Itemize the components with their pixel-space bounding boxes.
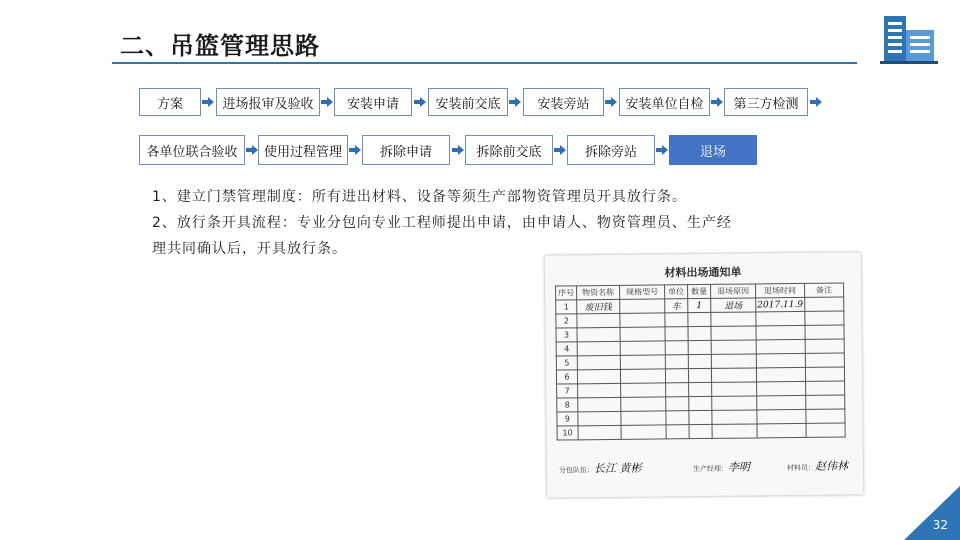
form-header: 规格型号 <box>620 285 665 299</box>
form-table <box>555 283 845 441</box>
arrow-right-icon <box>414 97 426 107</box>
form-cell-no: 3 <box>556 328 577 342</box>
form-cell-no: 6 <box>556 370 577 384</box>
form-cell-name: 废旧钱 <box>577 299 620 313</box>
page-title: 二、吊篮管理思路 <box>120 31 320 60</box>
title-underline <box>112 62 857 64</box>
flow-step: 安装申请 <box>334 88 412 116</box>
flow-step: 拆除申请 <box>362 135 450 165</box>
page-number: 32 <box>932 518 948 532</box>
form-cell-no: 5 <box>556 356 577 370</box>
flow-step: 安装前交底 <box>428 88 508 116</box>
form-cell-no: 9 <box>557 412 578 426</box>
arrow-right-icon <box>509 97 521 107</box>
flow-step: 第三方检测 <box>724 88 808 116</box>
building-icon <box>880 12 938 64</box>
flow-step: 使用过程管理 <box>258 135 348 165</box>
form-header: 退场原因 <box>711 284 756 298</box>
flow-step: 拆除旁站 <box>567 135 655 165</box>
flow-step: 进场报审及验收 <box>216 88 320 116</box>
flow-step: 安装单位自检 <box>619 88 710 116</box>
arrow-right-icon <box>349 145 361 155</box>
form-header: 数量 <box>688 284 711 298</box>
form-cell-no: 8 <box>557 398 578 412</box>
form-header: 物资名称 <box>577 285 620 299</box>
signature-production-manager <box>693 459 750 476</box>
material-exit-notice-photo <box>545 252 864 497</box>
signature-label: 材料员： <box>786 463 816 473</box>
form-cell-no: 2 <box>556 314 577 328</box>
flow-step: 方案 <box>139 88 201 116</box>
form-row <box>557 423 845 440</box>
flow-step-active: 退场 <box>669 135 757 165</box>
form-cell-time: 2017.11.9 <box>756 297 805 312</box>
signature-value: 李明 <box>727 460 751 474</box>
flow-step: 拆除前交底 <box>465 135 553 165</box>
form-cell-reason: 退场 <box>711 298 756 312</box>
arrow-right-icon <box>202 97 214 107</box>
body-line-3: 理共同确认后，开具放行条。 <box>152 241 347 257</box>
form-cell-qty: 1 <box>688 298 711 312</box>
form-header: 单位 <box>665 285 688 299</box>
form-header: 备注 <box>804 283 843 297</box>
arrow-right-icon <box>246 145 258 155</box>
signature-value: 赵伟林 <box>814 459 849 473</box>
signature-label: 分包队伍： <box>558 466 595 475</box>
arrow-right-icon <box>810 97 822 107</box>
arrow-right-icon <box>605 97 617 107</box>
form-cell-no: 10 <box>557 426 578 440</box>
arrow-right-icon <box>321 97 333 107</box>
arrow-right-icon <box>452 145 464 155</box>
form-cell-spec <box>620 299 665 313</box>
flow-step: 各单位联合验收 <box>139 135 245 165</box>
form-header: 退场时间 <box>756 283 805 298</box>
signature-subcontractor <box>559 460 642 477</box>
arrow-right-icon <box>711 97 723 107</box>
form-cell-no: 4 <box>556 342 577 356</box>
arrow-right-icon <box>656 145 668 155</box>
arrow-right-icon <box>554 145 566 155</box>
body-line-2: 2、放行条开具流程：专业分包向专业工程师提出申请，由申请人、物资管理员、生产经 <box>152 215 732 231</box>
signature-value: 长江 黄彬 <box>593 461 642 476</box>
form-cell-no: 7 <box>557 384 578 398</box>
form-cell-no: 1 <box>556 300 577 314</box>
form-title: 材料出场通知单 <box>664 265 742 280</box>
signature-label: 生产经理： <box>692 464 729 474</box>
signature-material-clerk <box>787 457 848 474</box>
form-cell-unit: 车 <box>665 299 688 313</box>
form-cell-note <box>805 297 844 311</box>
body-line-1: 1、建立门禁管理制度：所有进出材料、设备等须生产部物资管理员开具放行条。 <box>152 189 687 205</box>
flow-step: 安装旁站 <box>523 88 604 116</box>
form-header: 序号 <box>556 286 577 300</box>
